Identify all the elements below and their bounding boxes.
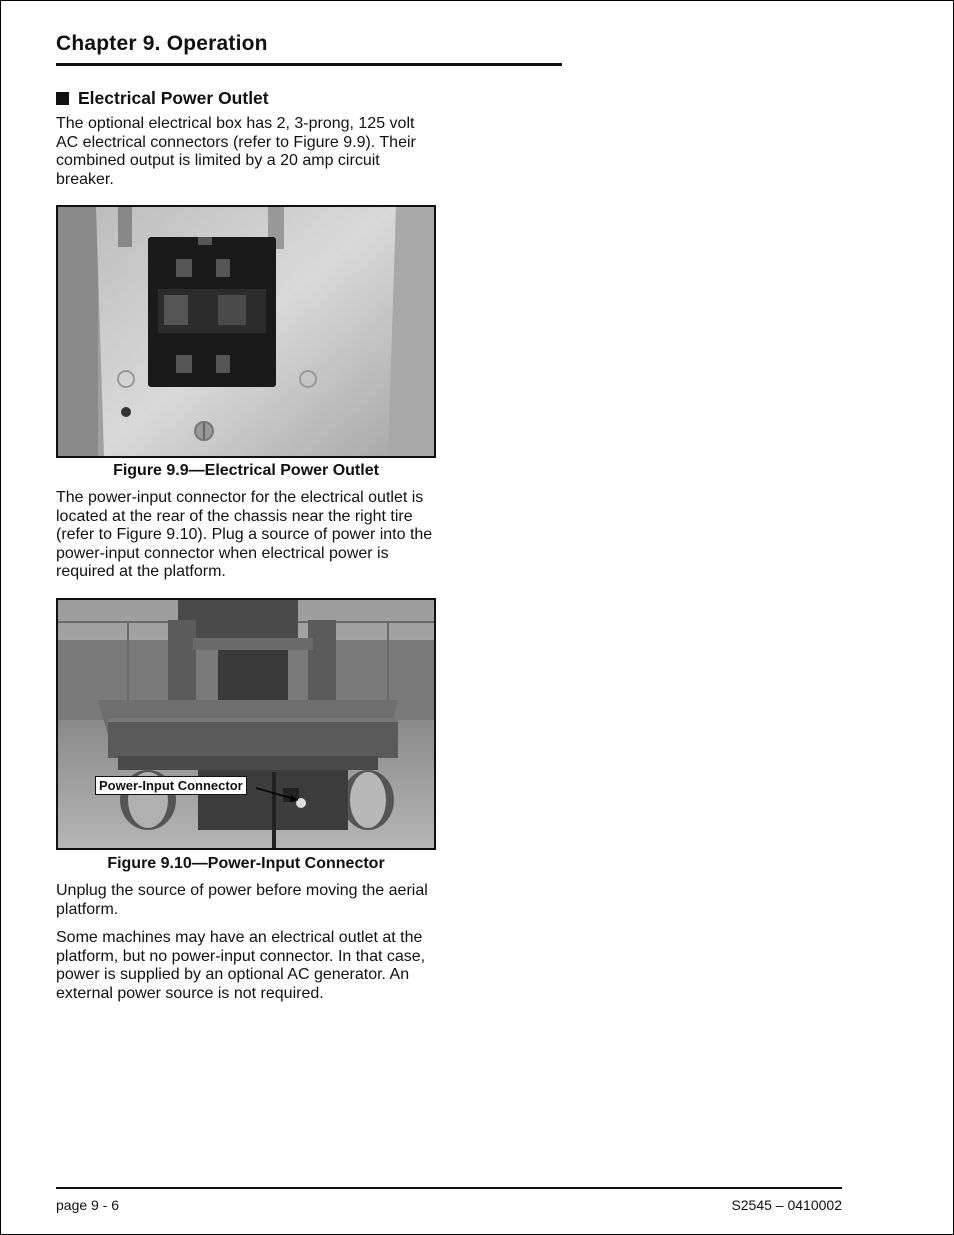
chapter-title: Chapter 9. Operation [56,32,268,55]
figure-9-9-caption: Figure 9.9—Electrical Power Outlet [113,462,379,479]
square-bullet-icon [56,92,69,105]
section-heading [56,88,269,109]
footer-rule [56,1187,842,1189]
outlet-photo-illustration [58,207,434,456]
chassis-photo-illustration [58,600,434,848]
paragraph-intro: The optional electrical box has 2, 3-prong, 125 volt AC electrical connectors (refer to Figure 9.9). Their combined output is limited by a 20 amp circuit breaker. [56,115,416,188]
figure-electrical-outlet-photo [56,205,436,458]
page-number: page 9 - 6 [56,1197,120,1213]
paragraph-power-input: The power-input connector for the electrical outlet is located at the rear of the chassis near the right tire (refer to Figure 9.10). Plug a source of power into the power-input connector when electrical power is required at the platform. [56,489,433,581]
chapter-rule [56,63,562,66]
figure-9-10-caption: Figure 9.10—Power-Input Connector [107,855,385,872]
document-id: S2545 – 0410002 [731,1197,842,1213]
figure-power-input-connector-photo [56,598,436,850]
section-title-text: Electrical Power Outlet [78,88,269,108]
paragraph-generator: Some machines may have an electrical outlet at the platform, but no power-input connector. In that case, power is supplied by an optional AC generator. An external power source is not required. [56,929,426,1002]
paragraph-unplug: Unplug the source of power before moving the aerial platform. [56,882,428,918]
power-input-connector-callout: Power-Input Connector [95,776,247,795]
